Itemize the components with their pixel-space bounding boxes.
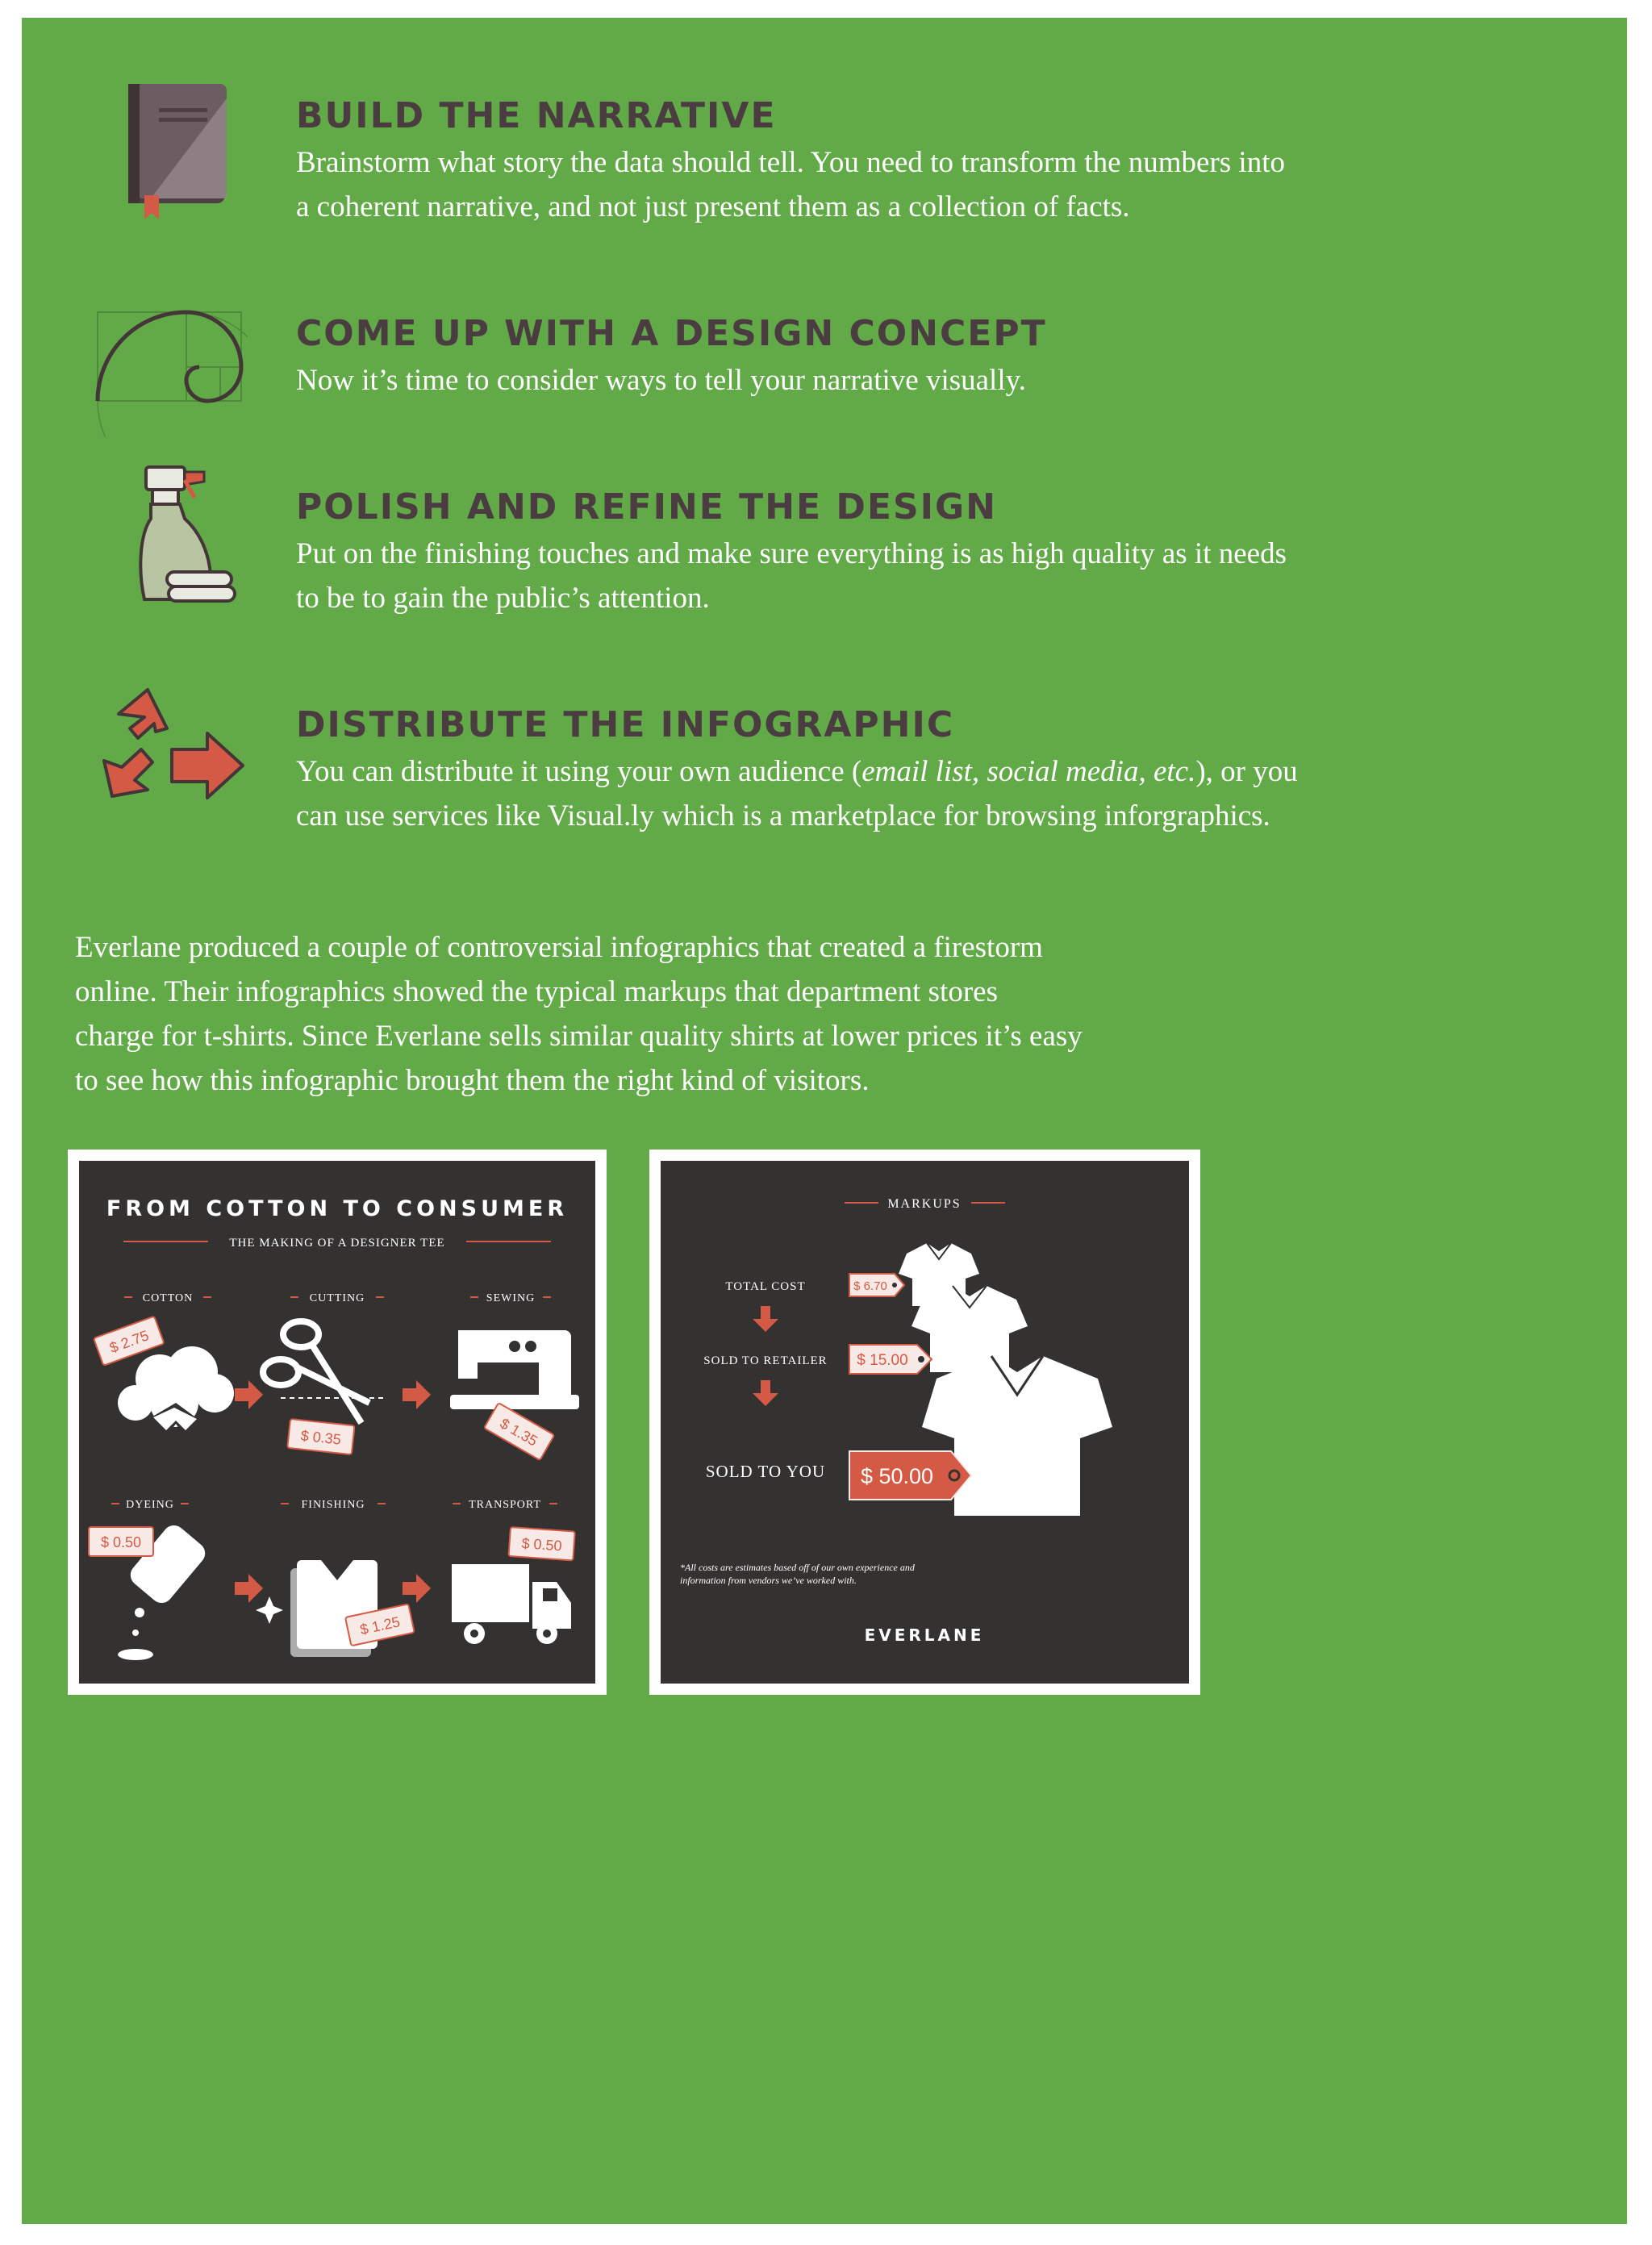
price-transport: $ 0.50 <box>520 1535 563 1554</box>
step-title: POLISH AND REFINE THE DESIGN <box>296 486 997 528</box>
stage-label-finishing: FINISHING <box>301 1499 365 1511</box>
price-retailer: $ 15.00 <box>857 1352 908 1369</box>
spray-bottle-icon <box>94 457 248 611</box>
truck-icon <box>452 1564 571 1644</box>
book-icon <box>94 66 248 219</box>
price-tag <box>89 1527 153 1556</box>
footnote-line: information from vendors we’ve worked with. <box>680 1575 857 1586</box>
step-title: DISTRIBUTE THE INFOGRAPHIC <box>296 704 955 745</box>
infographic-title: FROM COTTON TO CONSUMER <box>106 1196 569 1221</box>
golden-spiral-icon <box>94 284 248 437</box>
footnote-line: *All costs are estimates based off of our own experience and <box>680 1562 915 1573</box>
price-finishing: $ 1.25 <box>358 1613 402 1638</box>
row-label-sold-to-retailer: SOLD TO RETAILER <box>703 1354 828 1367</box>
stage-label-cutting: CUTTING <box>309 1292 365 1304</box>
page <box>22 18 1627 2224</box>
row-label-sold-to-you: SOLD TO YOU <box>705 1462 826 1481</box>
step-title: BUILD THE NARRATIVE <box>296 95 777 136</box>
cotton-icon <box>118 1346 234 1435</box>
stage-label-cotton: COTTON <box>142 1292 194 1304</box>
infographic-subtitle: THE MAKING OF A DESIGNER TEE <box>229 1237 445 1250</box>
stage-label-dyeing: DYEING <box>126 1499 174 1511</box>
scissors-icon <box>263 1321 369 1423</box>
sewing-machine-icon <box>450 1330 579 1409</box>
step-text: Put on the finishing touches and make sure everything is as high quality as it needs to be to gain the public’s attention. <box>296 537 1287 615</box>
infographic-cotton-to-consumer <box>68 1150 607 1695</box>
step-text: Brainstorm what story the data should tell. You need to transform the numbers into a coherent narrative, and not just present them as a collection of facts. <box>296 146 1285 223</box>
markups-title: MARKUPS <box>887 1197 962 1211</box>
row-label-total-cost: TOTAL COST <box>725 1280 806 1293</box>
price-tag-total-cost <box>849 1274 904 1296</box>
price-dyeing: $ 0.50 <box>100 1534 142 1550</box>
price-sewing: $ 1.35 <box>497 1415 540 1450</box>
stage-label-transport: TRANSPORT <box>469 1499 541 1511</box>
brand-wordmark: EVERLANE <box>864 1625 985 1645</box>
price-cotton: $ 2.75 <box>107 1327 152 1357</box>
price-cutting: $ 0.35 <box>299 1427 342 1448</box>
infographic-panel <box>661 1161 1189 1684</box>
price-tag-you <box>849 1451 971 1500</box>
intro-paragraph: Everlane produced a couple of controversial infographics that created a firestorm online. Their infographics showed the typical markups that department stores charge for t-shirts. Since Everlane sells similar quality shirts at lower prices it’s easy to see how this infographic brought them the right kind of visitors. <box>75 931 1083 1097</box>
price-you: $ 50.00 <box>860 1464 934 1488</box>
price-total-cost: $ 6.70 <box>853 1279 887 1293</box>
step-title: COME UP WITH A DESIGN CONCEPT <box>296 313 1047 354</box>
price-tag <box>484 1403 554 1460</box>
stage-label-sewing: SEWING <box>486 1292 536 1304</box>
price-tag-retailer <box>849 1345 932 1374</box>
price-tag <box>287 1419 354 1454</box>
step-text: You can distribute it using your own audience (email list, social media, etc.), or you can use services like Visual.ly which is a marketplace for browsing inforgraphics. <box>296 755 1298 832</box>
price-tag <box>508 1527 574 1560</box>
step-text: Now it’s time to consider ways to tell your narrative visually. <box>296 364 1026 397</box>
distribute-arrows-icon <box>94 675 248 828</box>
infographic-markups <box>649 1150 1200 1695</box>
infographic-panel <box>79 1161 595 1684</box>
